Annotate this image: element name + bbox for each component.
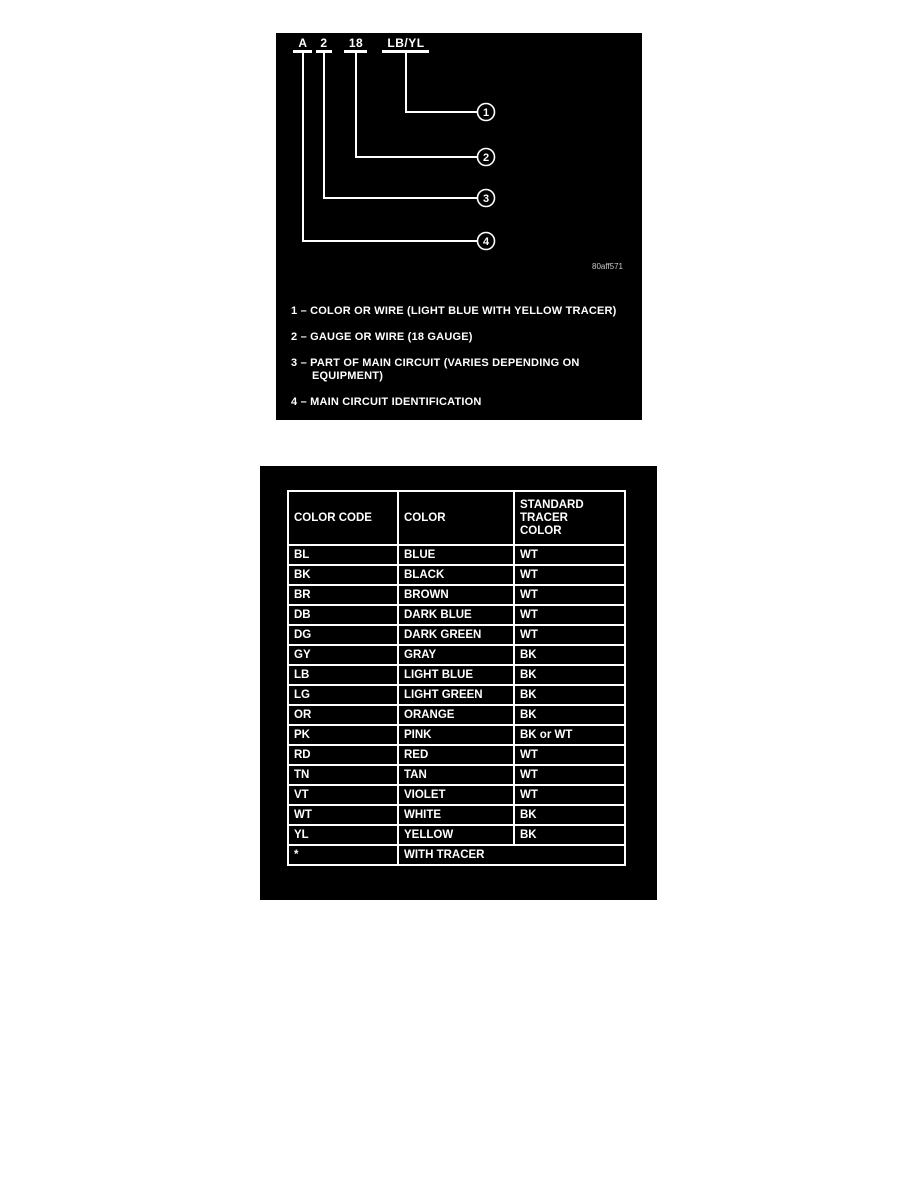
- header-tracer-color: [514, 491, 625, 545]
- tracer-cell: BK or WT: [514, 725, 625, 745]
- code-cell: TN: [288, 765, 398, 785]
- color-cell: WHITE: [398, 805, 514, 825]
- color-cell: LIGHT BLUE: [398, 665, 514, 685]
- diagram-legend: [276, 303, 642, 409]
- tracer-cell: WT: [514, 565, 625, 585]
- table-row: [288, 745, 625, 765]
- table-row: [288, 625, 625, 645]
- tracer-cell: BK: [514, 825, 625, 845]
- lead-line-3: [324, 53, 477, 198]
- tracer-cell: WT: [514, 585, 625, 605]
- color-cell: LIGHT GREEN: [398, 685, 514, 705]
- table-row: [288, 805, 625, 825]
- tracer-cell: WT: [514, 545, 625, 565]
- table-row: [288, 585, 625, 605]
- code-cell: BR: [288, 585, 398, 605]
- color-code-table: [287, 490, 626, 866]
- tracer-cell: BK: [514, 685, 625, 705]
- table-row: [288, 845, 625, 865]
- color-cell: BLACK: [398, 565, 514, 585]
- lead-line-2: [356, 53, 477, 157]
- color-code-table-body: [288, 545, 625, 865]
- color-cell: GRAY: [398, 645, 514, 665]
- header-tracer-color-text: STANDARD TRACER COLOR: [520, 498, 584, 537]
- table-row: [288, 545, 625, 565]
- callout-3-number: 3: [482, 193, 490, 205]
- legend-item: 2 – GAUGE OR WIRE (18 GAUGE): [291, 331, 473, 343]
- code-cell: *: [288, 845, 398, 865]
- tracer-cell: WT: [514, 625, 625, 645]
- header-color: COLOR: [398, 491, 514, 545]
- table-row: [288, 825, 625, 845]
- color-code-table-panel: [260, 466, 657, 900]
- color-cell: DARK GREEN: [398, 625, 514, 645]
- tracer-cell: WT: [514, 785, 625, 805]
- code-part-main-circuit: A: [298, 36, 308, 50]
- code-part-color: LB/YL: [387, 36, 425, 50]
- header-color-code: COLOR CODE: [288, 491, 398, 545]
- callout-1-number: 1: [482, 107, 490, 119]
- code-cell: DG: [288, 625, 398, 645]
- lead-line-1: [406, 53, 477, 112]
- tracer-cell: BK: [514, 705, 625, 725]
- code-cell: PK: [288, 725, 398, 745]
- tracer-cell: BK: [514, 665, 625, 685]
- tracer-cell: BK: [514, 645, 625, 665]
- code-cell: BK: [288, 565, 398, 585]
- code-cell: DB: [288, 605, 398, 625]
- color-cell: YELLOW: [398, 825, 514, 845]
- underline-gauge: [344, 50, 367, 53]
- color-cell: DARK BLUE: [398, 605, 514, 625]
- color-cell: RED: [398, 745, 514, 765]
- legend-item: 1 – COLOR OR WIRE (LIGHT BLUE WITH YELLOW TRACER): [291, 305, 617, 317]
- code-cell: LG: [288, 685, 398, 705]
- figure-id: 80aff571: [592, 262, 623, 271]
- callout-4-number: 4: [482, 236, 490, 248]
- wire-code-diagram-panel: [276, 33, 642, 420]
- legend-item: 4 – MAIN CIRCUIT IDENTIFICATION: [291, 396, 482, 408]
- color-cell: BROWN: [398, 585, 514, 605]
- tracer-cell: BK: [514, 805, 625, 825]
- code-part-circuit-part: 2: [320, 36, 328, 50]
- table-row: [288, 605, 625, 625]
- table-row: [288, 705, 625, 725]
- code-cell: YL: [288, 825, 398, 845]
- table-row: [288, 665, 625, 685]
- color-cell: ORANGE: [398, 705, 514, 725]
- code-cell: WT: [288, 805, 398, 825]
- table-row: [288, 785, 625, 805]
- table-row: [288, 685, 625, 705]
- code-cell: VT: [288, 785, 398, 805]
- tracer-cell: WT: [514, 765, 625, 785]
- code-cell: OR: [288, 705, 398, 725]
- code-cell: GY: [288, 645, 398, 665]
- table-row: [288, 765, 625, 785]
- table-header-row: [288, 491, 625, 545]
- table-row: [288, 565, 625, 585]
- code-cell: BL: [288, 545, 398, 565]
- underline-main-circuit: [293, 50, 312, 53]
- tracer-cell: WT: [514, 745, 625, 765]
- code-cell: LB: [288, 665, 398, 685]
- color-cell: TAN: [398, 765, 514, 785]
- color-cell: WITH TRACER: [398, 845, 625, 865]
- code-part-gauge: 18: [348, 36, 364, 50]
- code-cell: RD: [288, 745, 398, 765]
- color-cell: PINK: [398, 725, 514, 745]
- underline-circuit-part: [316, 50, 332, 53]
- callout-2-number: 2: [482, 152, 490, 164]
- color-cell: BLUE: [398, 545, 514, 565]
- tracer-cell: WT: [514, 605, 625, 625]
- table-row: [288, 725, 625, 745]
- lead-line-4: [303, 53, 477, 241]
- table-row: [288, 645, 625, 665]
- wire-code-diagram: [276, 33, 642, 298]
- color-cell: VIOLET: [398, 785, 514, 805]
- legend-item: 3 – PART OF MAIN CIRCUIT (VARIES DEPENDING ON EQUIPMENT): [291, 357, 580, 382]
- underline-color: [382, 50, 429, 53]
